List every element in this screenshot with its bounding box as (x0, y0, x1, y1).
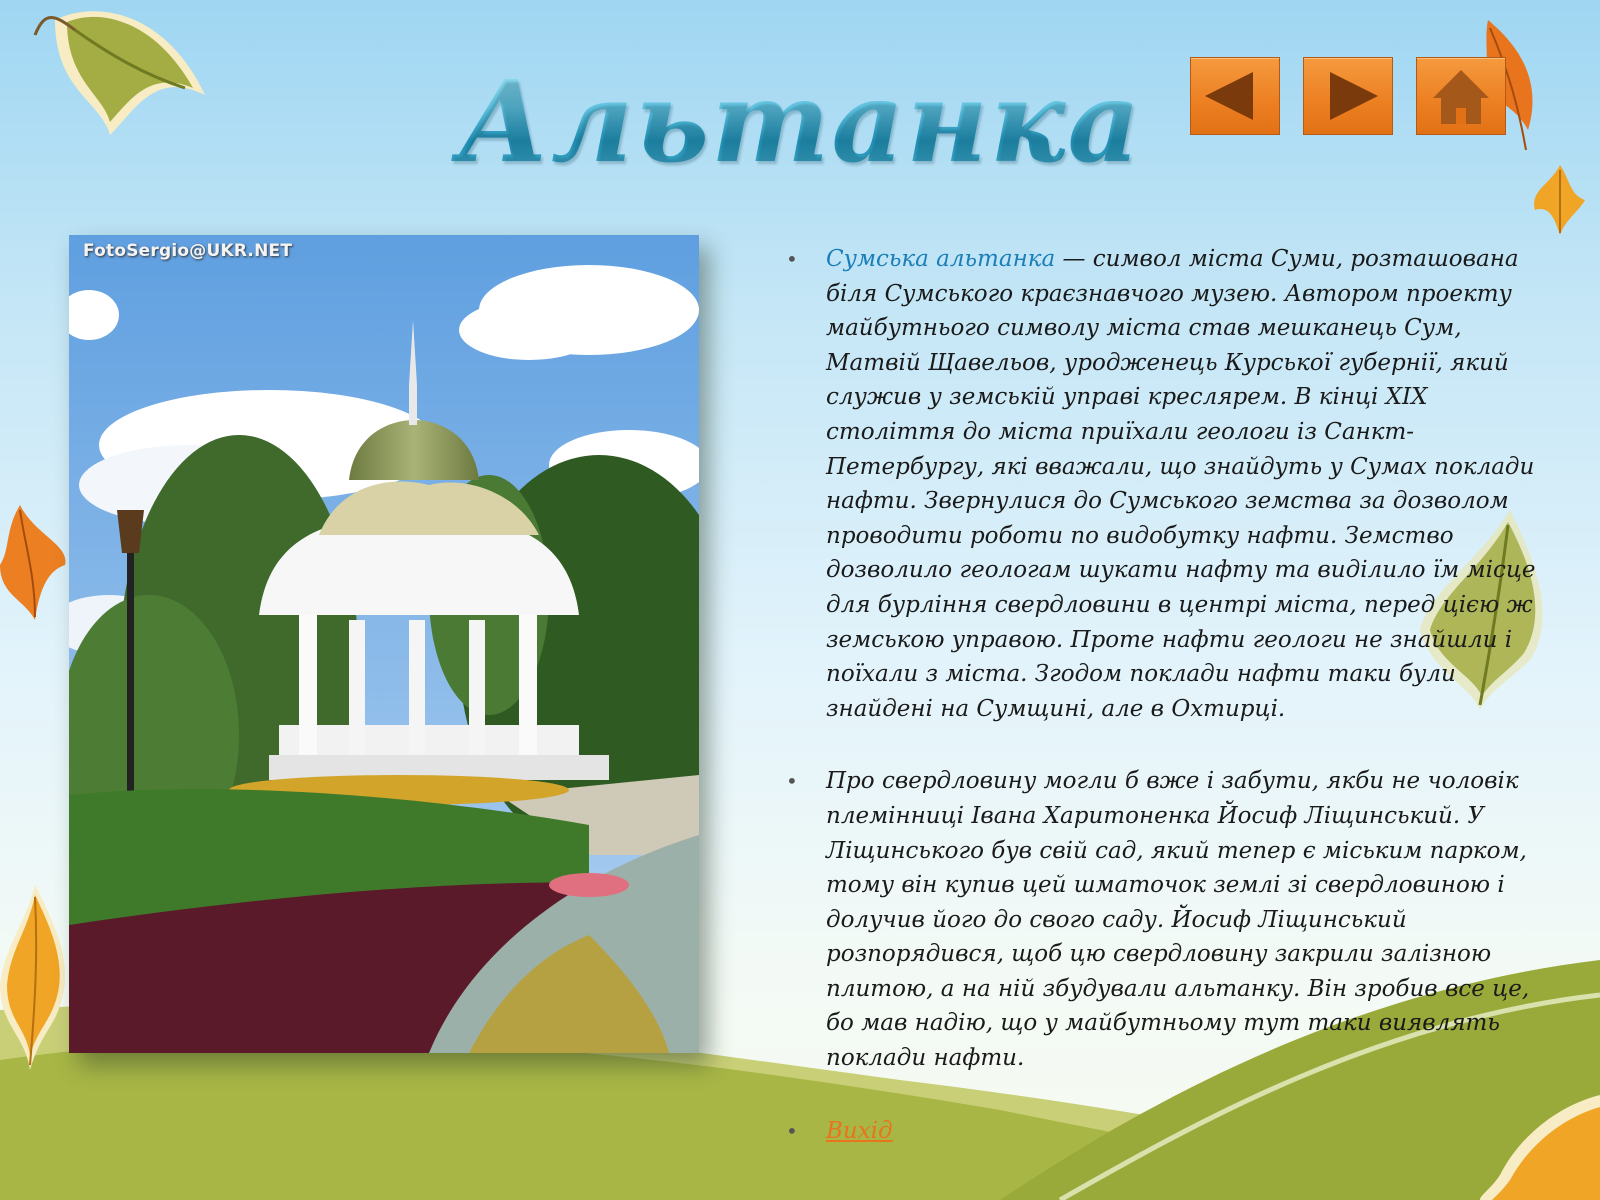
gazebo-photo (69, 235, 699, 1053)
house-icon (1417, 58, 1505, 134)
list-item (786, 764, 1546, 1075)
leaf-top-left-icon (15, 0, 205, 140)
triangle-left-icon (1191, 58, 1279, 134)
slide-content (786, 242, 1546, 1186)
bullet-list (786, 242, 1546, 1148)
list-item (786, 242, 1546, 726)
bullet-icon: • (786, 247, 798, 271)
bullet-icon: • (786, 769, 798, 794)
bullet-icon: • (786, 1118, 798, 1143)
paragraph-text: Про свердловину могли б вже і забути, якби не чоловік племінниці Івана Харитоненка Йосиф Ліщинський. У Ліщинського був свій сад, який тепер є міським парком, тому він купив цей шматочок землі зі свердловиною і долучив його до свого саду. Йосиф Ліщинський розпорядився, щоб цю свердловину закрили залізною плитою, а на ній збудували альтанку. Він зробив все це, бо мав надію, що у майбутньому тут таки виявлять поклади нафти. (826, 768, 1530, 1072)
next-slide-button[interactable] (1303, 57, 1393, 135)
paragraph-text: — символ міста Суми, розташована біля Сумського краєзнавчого музею. Автором проекту майбутнього символу міста став мешканець Сум, Матвій Щавельов, уродженець Курської губернії, який служив у земській управі креслярем. В кінці ХІХ століття до міста приїхали геологи із Санкт-Петербургу, які вважали, що знайдуть у Сумах поклади нафти. Звернулися до Сумського земства за дозволом проводити роботи по видобутку нафти. Земство дозволило геологам шукати нафту та виділило їм місце для бурління свердловини в центрі міста, перед цією ж земською управою. Проте нафти геологи не знайшли і поїхали з міста. Згодом поклади нафти таки були знайдені на Сумщині, але в Охтирці. (826, 246, 1536, 722)
exit-link[interactable]: Вихід (826, 1117, 893, 1144)
leaf-small-right-icon (1530, 165, 1585, 235)
photo-watermark: FotoSergio@UKR.NET (83, 241, 293, 261)
triangle-right-icon (1304, 58, 1392, 134)
previous-slide-button[interactable] (1190, 57, 1280, 135)
leaf-left-middle-icon (0, 505, 70, 625)
home-button[interactable] (1416, 57, 1506, 135)
list-item (786, 1114, 1546, 1149)
leaf-left-bottom-icon (0, 885, 75, 1070)
highlight-term: Сумська альтанка (826, 246, 1056, 272)
slide-title: Альтанка (440, 48, 1160, 198)
